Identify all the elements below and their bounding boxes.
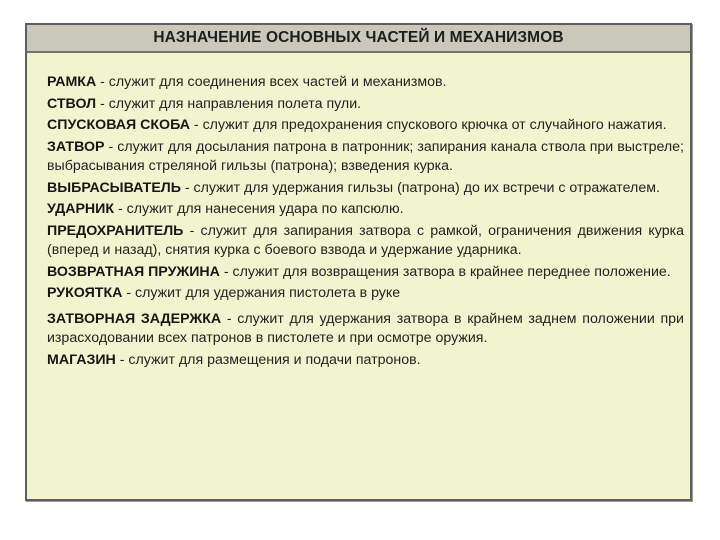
- description-slide-stop: - служит для удержания затвора в крайнем заднем положении при израсходовании всех патронов в пистолете и при осмотре оружия.: [47, 310, 684, 346]
- term-barrel: СТВОЛ: [47, 95, 97, 112]
- description-safety: - служит для запирания затвора с рамкой, ограничения движения курка (вперед и назад), снятия курка с боевого взвода и удержание ударника.: [47, 222, 684, 258]
- definition-barrel: [47, 95, 684, 115]
- term-trigger-guard: СПУСКОВАЯ СКОБА: [47, 117, 190, 133]
- definitions-list: [47, 73, 684, 372]
- definition-recoil-spring: [47, 263, 684, 283]
- definition-slide: [47, 138, 684, 177]
- definition-grip: [47, 284, 684, 304]
- term-firing-pin: УДАРНИК: [47, 201, 115, 217]
- description-slide: - служит для досылания патрона в патронник; запирания канала ствола при выстреле; выбрасывания стреляной гильзы (патрона); взведения курка.: [47, 138, 684, 174]
- definition-slide-stop: [47, 310, 684, 349]
- definition-trigger-guard: [47, 116, 684, 136]
- term-slide: ЗАТВОР: [47, 138, 105, 155]
- definition-frame: [47, 73, 684, 93]
- term-ejector: ВЫБРАСЫВАТЕЛЬ: [47, 179, 181, 196]
- term-magazine: МАГАЗИН: [47, 351, 116, 368]
- definition-ejector: [47, 179, 684, 199]
- term-slide-stop: ЗАТВОРНАЯ ЗАДЕРЖКА: [47, 310, 222, 327]
- definition-safety: [47, 222, 684, 261]
- description-magazine: - служит для размещения и подачи патронов.: [115, 351, 421, 368]
- term-frame: РАМКА: [47, 74, 97, 90]
- description-recoil-spring: - служит для возвращения затвора в крайнее переднее положение.: [219, 263, 671, 280]
- term-safety: ПРЕДОХРАНИТЕЛЬ: [47, 222, 184, 239]
- title-band: [27, 25, 690, 53]
- term-grip: РУКОЯТКА: [47, 285, 123, 301]
- description-frame: - служит для соединения всех частей и механизмов.: [96, 74, 447, 90]
- description-trigger-guard: - служит для предохранения спускового крючка от случайного нажатия.: [189, 117, 667, 133]
- description-grip: - служит для удержания пистолета в руке: [122, 285, 401, 301]
- description-barrel: - служит для направления полета пули.: [96, 95, 362, 112]
- definition-firing-pin: [47, 200, 684, 220]
- term-recoil-spring: ВОЗВРАТНАЯ ПРУЖИНА: [47, 263, 220, 280]
- description-firing-pin: - служит для нанесения удара по капсюлю.: [114, 201, 404, 217]
- definition-magazine: [47, 351, 684, 371]
- description-ejector: - служит для удержания гильзы (патрона) до их встречи с отражателем.: [180, 179, 660, 196]
- card-title: НАЗНАЧЕНИЕ ОСНОВНЫХ ЧАСТЕЙ И МЕХАНИЗМОВ: [153, 29, 564, 46]
- info-card: [25, 23, 692, 501]
